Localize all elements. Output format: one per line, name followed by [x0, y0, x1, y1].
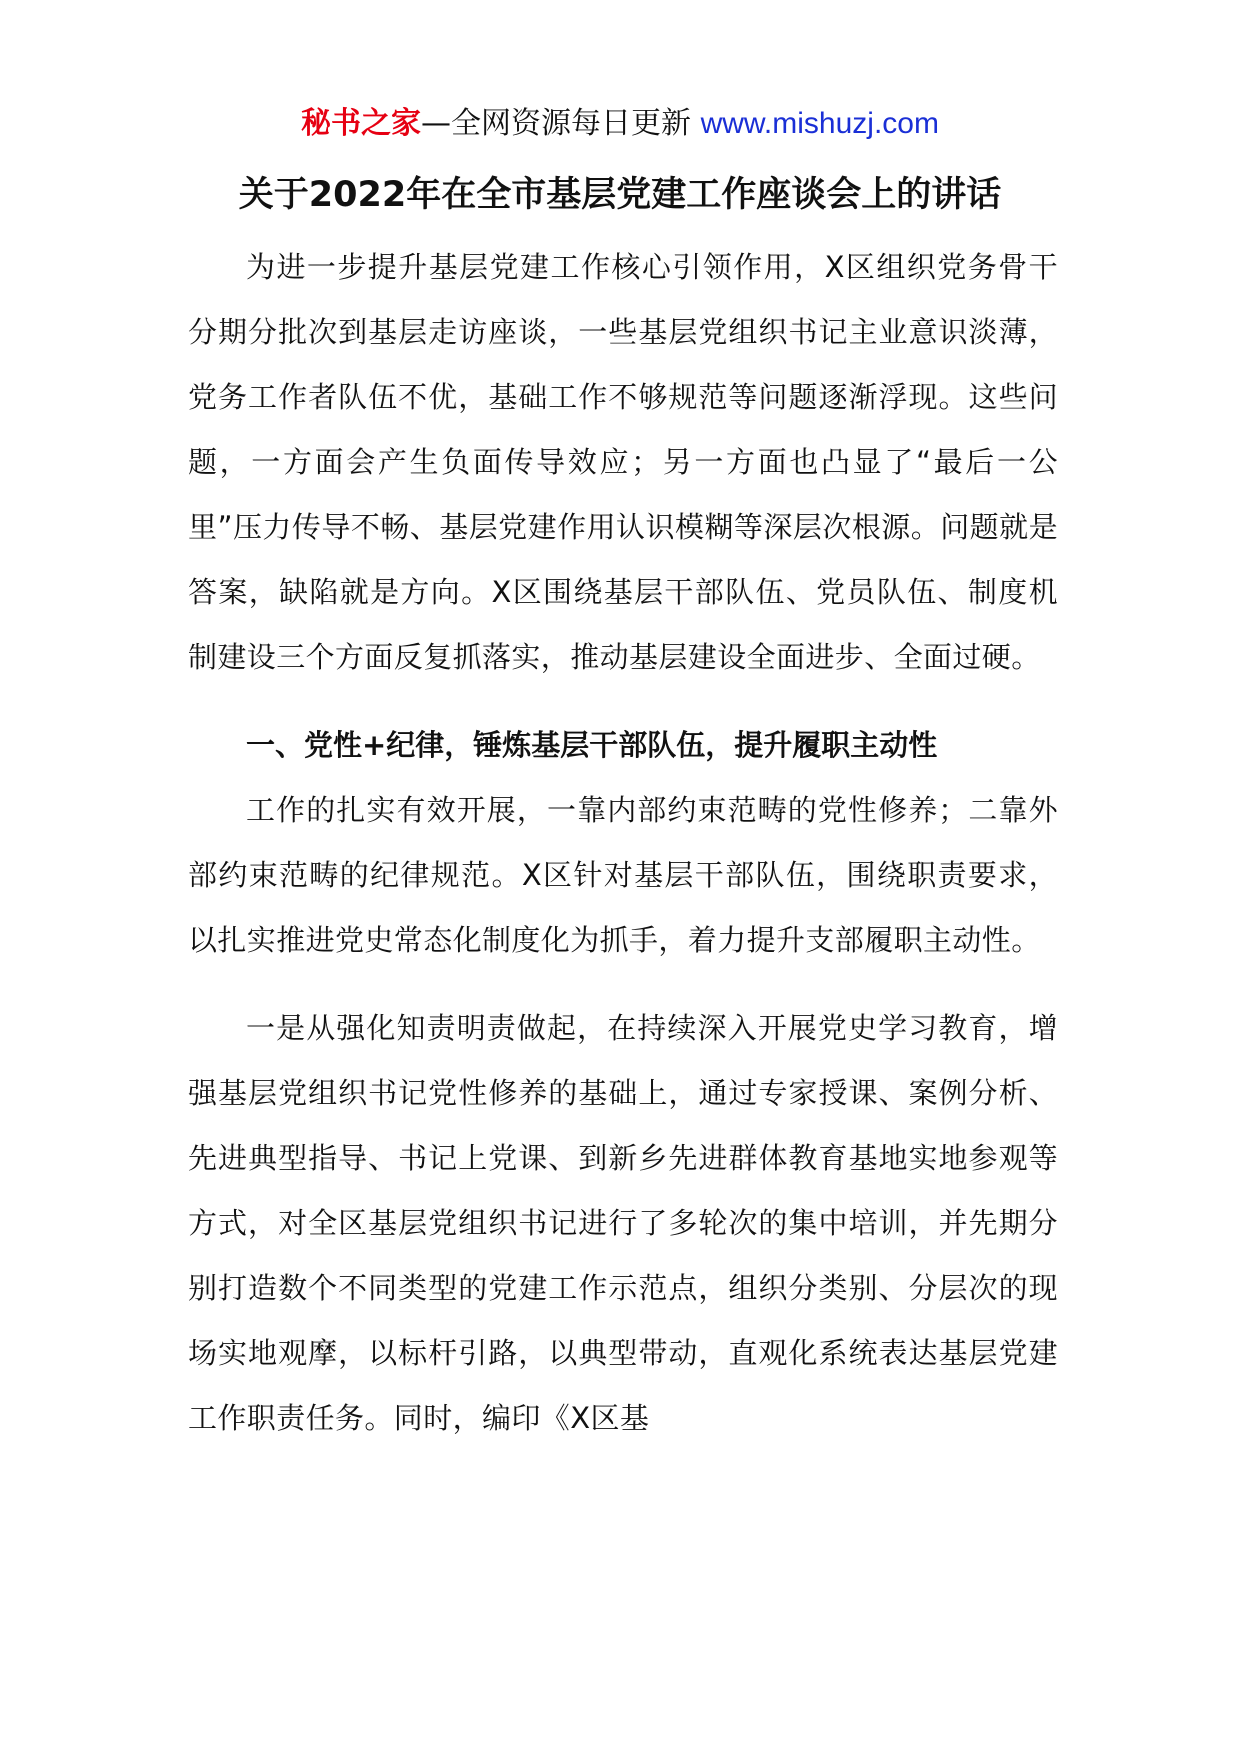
section-paragraph: 工作的扎实有效开展，一靠内部约束范畴的党性修养；二靠外部约束范畴的纪律规范。X区针对基层干部队伍，围绕职责要求，以扎实推进党史常态化制度化为抓手，着力提升支部履职主动性。 — [188, 793, 1058, 957]
document-title: 关于2022年在全市基层党建工作座谈会上的讲话 — [238, 175, 1002, 215]
document-body — [188, 235, 1058, 1451]
section-heading: 一、党性+纪律，锤炼基层干部队伍，提升履职主动性 — [246, 728, 938, 762]
header-slogan: —全网资源每日更新 — [421, 106, 692, 141]
intro-paragraph: 为进一步提升基层党建工作核心引领作用，X区组织党务骨干分期分批次到基层走访座谈，一些基层党组织书记主业意识淡薄，党务工作者队伍不优，基础工作不够规范等问题逐渐浮现。这些问题，一方面会产生负面传导效应；另一方面也凸显了“最后一公里”压力传导不畅、基层党建作用认识模糊等深层次根源。问题就是答案，缺陷就是方向。X区围绕基层干部队伍、党员队伍、制度机制建设三个方面反复抓落实，推动基层建设全面进步、全面过硬。 — [188, 250, 1058, 674]
site-header — [0, 102, 1240, 146]
brand-name: 秘书之家 — [301, 106, 422, 141]
section-paragraph: 一是从强化知责明责做起，在持续深入开展党史学习教育，增强基层党组织书记党性修养的基础上，通过专家授课、案例分析、先进典型指导、书记上党课、到新乡先进群体教育基地实地参观等方式，对全区基层党组织书记进行了多轮次的集中培训，并先期分别打造数个不同类型的党建工作示范点，组织分类别、分层次的现场实地观摩，以标杆引路，以典型带动，直观化系统表达基层党建工作职责任务。同时，编印《X区基 — [188, 1011, 1058, 1435]
site-url-link[interactable]: www.mishuzj.com — [700, 107, 939, 140]
